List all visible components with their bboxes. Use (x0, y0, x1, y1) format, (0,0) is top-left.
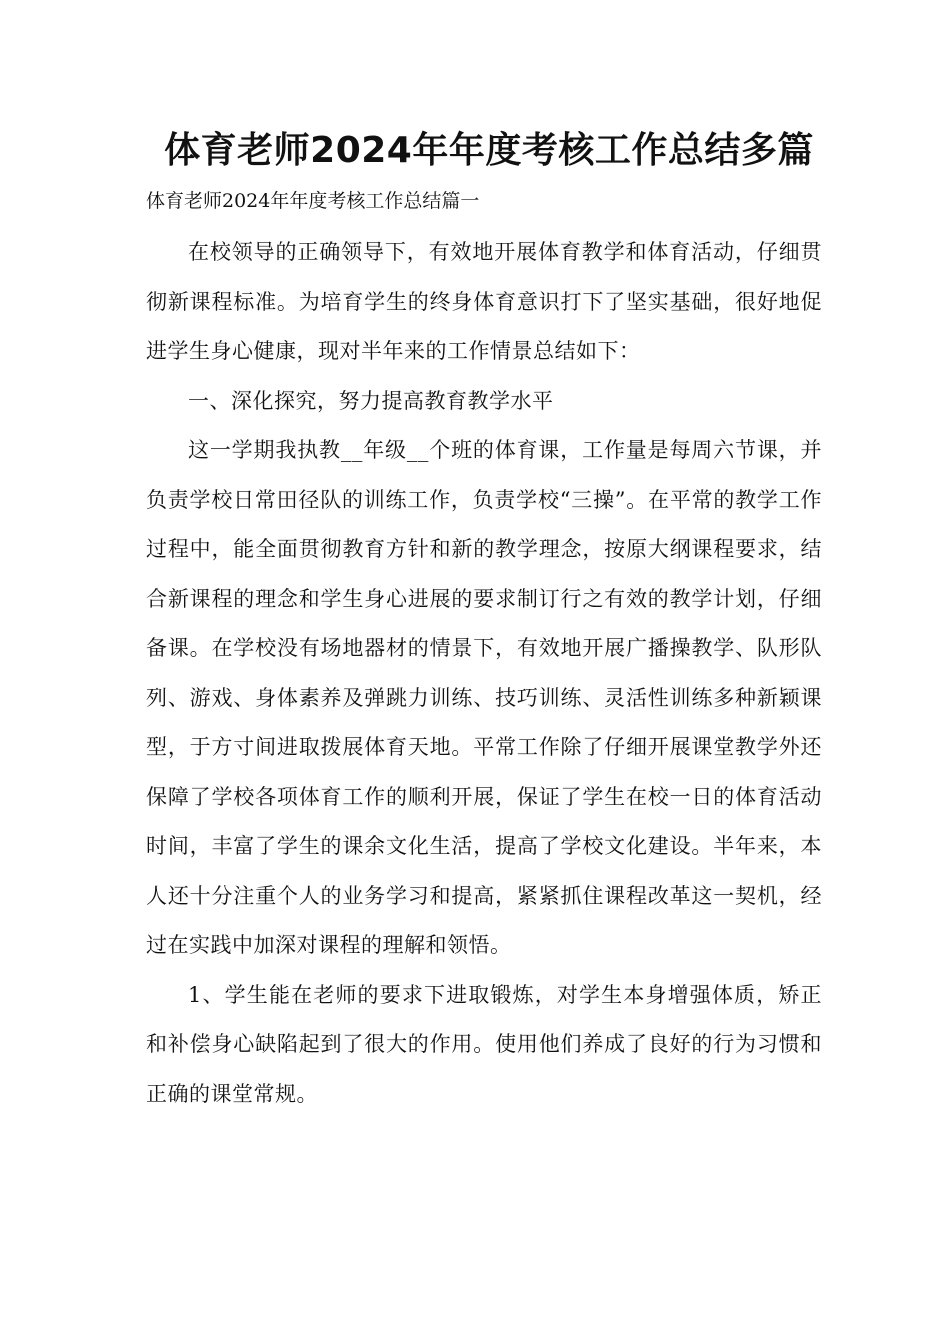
section-heading-1: 一、深化探究，努力提高教育教学水平 (188, 388, 554, 413)
point-paragraph-1: 1、学生能在老师的要求下进取锻炼，对学生本身增强体质，矫正和补偿身心缺陷起到了很大的作用。使用他们养成了良好的行为习惯和正确的课堂常规。 (146, 982, 822, 1106)
body-paragraph: 这一学期我执教__年级__个班的体育课，工作量是每周六节课，并负责学校日常田径队的训练工作，负责学校“三操”。在平常的教学工作过程中，能全面贯彻教育方针和新的教学理念，按原大纲课程要求，结合新课程的理念和学生身心进展的要求制订行之有效的教学计划，仔细备课。在学校没有场地器材的情景下，有效地开展广播操教学、队形队列、游戏、身体素养及弹跳力训练、技巧训练、灵活性训练多种新颖课型，于方寸间进取拨展体育天地。平常工作除了仔细开展课堂教学外还保障了学校各项体育工作的顺利开展，保证了学生在校一日的体育活动时间，丰富了学生的课余文化生活，提高了学校文化建设。半年来，本人还十分注重个人的业务学习和提高，紧紧抓住课程改革这一契机，经过在实践中加深对课程的理解和领悟。 (146, 438, 822, 957)
section-subtitle: 体育老师2024年年度考核工作总结篇一 (146, 190, 480, 212)
intro-paragraph: 在校领导的正确领导下，有效地开展体育教学和体育活动，仔细贯彻新课程标准。为培育学生的终身体育意识打下了坚实基础，很好地促进学生身心健康，现对半年来的工作情景总结如下： (146, 240, 822, 363)
document-title: 体育老师2024年年度考核工作总结多篇 (164, 130, 814, 171)
